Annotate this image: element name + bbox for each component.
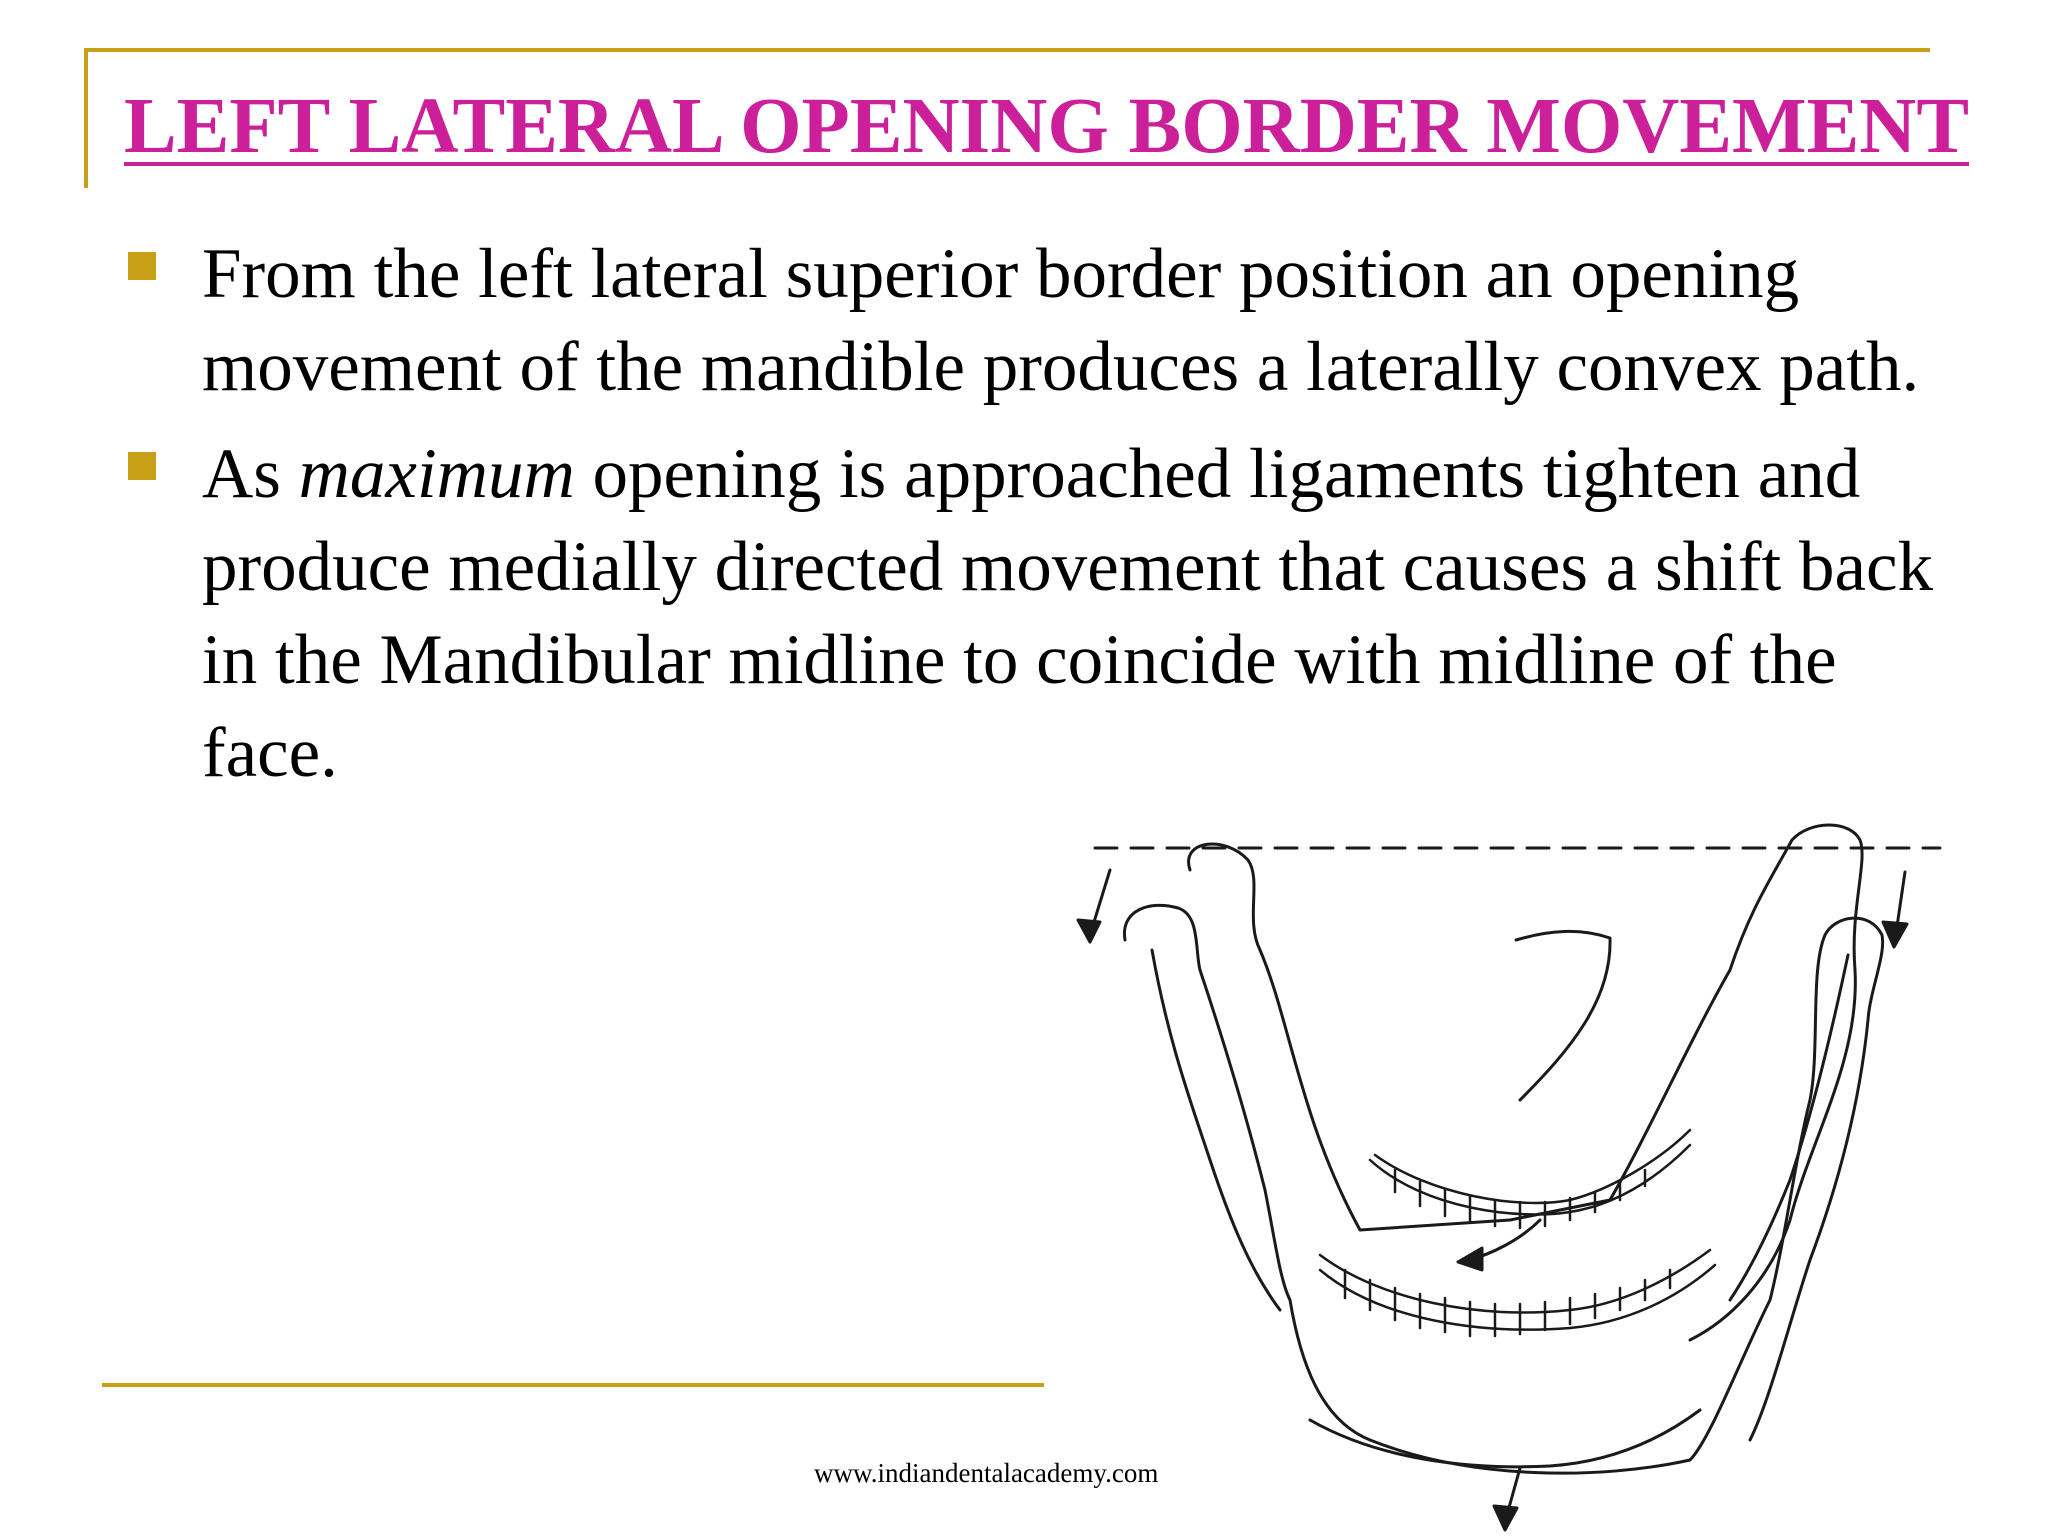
lower-teeth — [1320, 1250, 1715, 1336]
midline-shift-arrow-icon — [1458, 1220, 1540, 1270]
bullet-item-2 — [128, 428, 1988, 800]
left-rule — [84, 48, 88, 188]
mandible-illustration-icon — [1050, 800, 1950, 1536]
upper-teeth — [1370, 1130, 1690, 1228]
bullet-square-icon — [128, 452, 156, 480]
bullet-item-1 — [128, 228, 1988, 414]
bottom-rule — [102, 1383, 1044, 1387]
footer-website: www.indiandentalacademy.com — [814, 1458, 1159, 1488]
top-rule — [86, 48, 1930, 52]
arrow-left-icon — [1078, 870, 1110, 942]
bullet-square-icon — [128, 252, 156, 280]
coronoid-curve — [1516, 931, 1610, 1100]
arrow-down-icon — [1494, 1468, 1520, 1530]
bullet-text: From the left lateral superior border position an opening movement of the mandible produces a laterally convex path. — [202, 235, 1920, 406]
bullet-list — [128, 228, 1988, 814]
ramus-left — [1152, 950, 1280, 1310]
mandible-outline-back — [1189, 825, 1863, 1340]
bullet-text-prefix: As — [202, 435, 299, 513]
ramus-right — [1730, 955, 1848, 1300]
slide-title: LEFT LATERAL OPENING BORDER MOVEMENT — [124, 83, 1970, 170]
bullet-text-suffix: opening is approached ligaments tighten and produce medially directed movement that causes a shift back in the Mandibular midline to coincide with midline of the face. — [202, 435, 1933, 792]
bullet-text-emphasis: maximum — [298, 435, 575, 513]
arrow-right-icon — [1883, 872, 1907, 947]
mandible-outline-front — [1124, 905, 1882, 1473]
